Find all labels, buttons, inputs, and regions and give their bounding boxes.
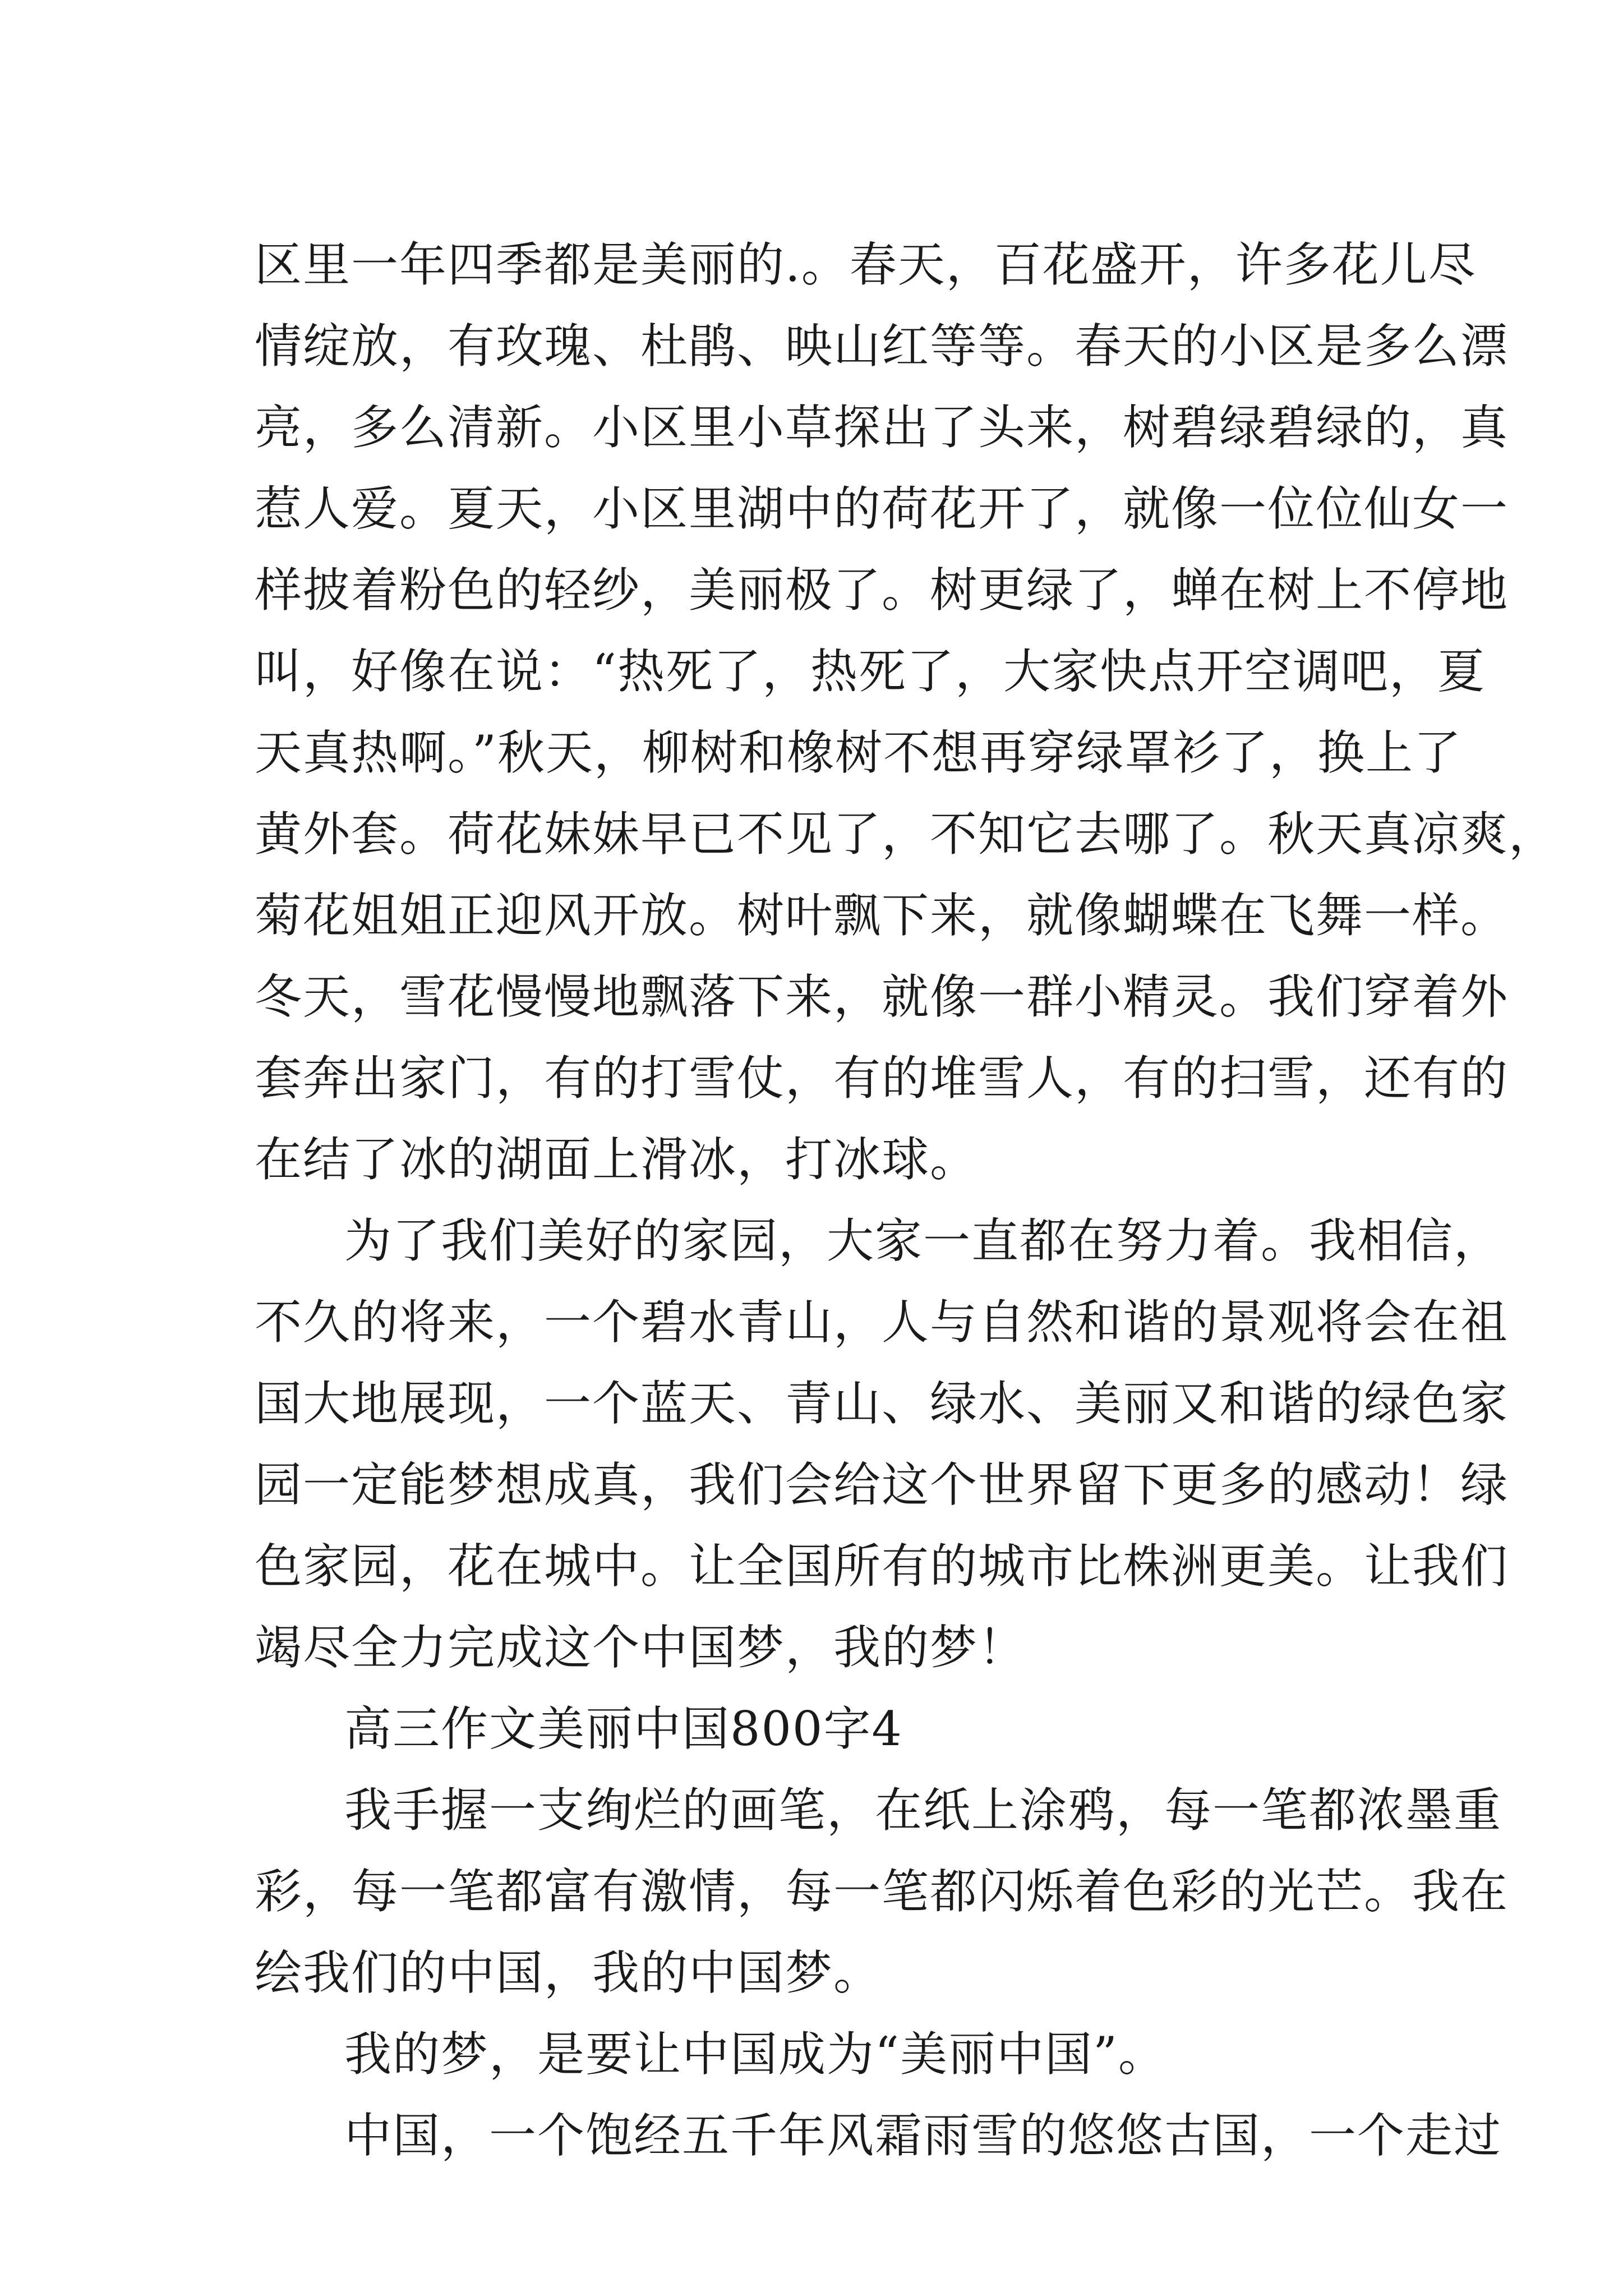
text-line: 天真热啊。”秋天，柳树和橡树不想再穿绿罩衫了，换上了	[255, 725, 1462, 780]
text-line: 国大地展现，一个蓝天、青山、绿水、美丽又和谐的绿色家	[255, 1376, 1509, 1431]
text-line: 惹人爱。夏天，小区里湖中的荷花开了，就像一位位仙女一	[255, 481, 1509, 536]
text-line: 不久的将来，一个碧水青山，人与自然和谐的景观将会在祖	[255, 1295, 1509, 1350]
text-line: 叫，好像在说：“热死了，热死了，大家快点开空调吧，夏	[255, 644, 1486, 699]
text-line: 亮，多么清新。小区里小草探出了头来，树碧绿碧绿的，真	[255, 400, 1509, 455]
text-line: 色家园，花在城中。让全国所有的城市比株洲更美。让我们	[255, 1539, 1509, 1594]
text-line: 园一定能梦想成真，我们会给这个世界留下更多的感动！绿	[255, 1457, 1509, 1512]
text-line: 菊花姐姐正迎风开放。树叶飘下来，就像蝴蝶在飞舞一样。	[255, 888, 1509, 943]
text-line: 冬天，雪花慢慢地飘落下来，就像一群小精灵。我们穿着外	[255, 969, 1509, 1024]
text-line: 黄外套。荷花妹妹早已不见了，不知它去哪了。秋天真凉爽，	[255, 807, 1557, 862]
section-heading: 高三作文美丽中国800字4	[344, 1701, 903, 1756]
text-line: 情绽放，有玫瑰、杜鹃、映山红等等。春天的小区是多么漂	[255, 319, 1509, 374]
text-line: 套奔出家门，有的打雪仗，有的堆雪人，有的扫雪，还有的	[255, 1051, 1509, 1106]
paragraph-start-line: 为了我们美好的家园，大家一直都在努力着。我相信，	[344, 1213, 1502, 1268]
text-line: 竭尽全力完成这个中国梦，我的梦！	[255, 1620, 1027, 1675]
text-line: 彩，每一笔都富有激情，每一笔都闪烁着色彩的光芒。我在	[255, 1864, 1509, 1919]
paragraph-start-line: 中国，一个饱经五千年风霜雨雪的悠悠古国，一个走过	[344, 2108, 1502, 2163]
text-line: 样披着粉色的轻纱，美丽极了。树更绿了，蝉在树上不停地	[255, 563, 1509, 618]
text-line: 区里一年四季都是美丽的.。春天，百花盛开，许多花儿尽	[255, 237, 1477, 292]
essay-body	[255, 224, 1557, 2177]
paragraph-start-line: 我的梦，是要让中国成为“美丽中国”。	[344, 2027, 1166, 2082]
text-line: 绘我们的中国，我的中国梦。	[255, 1945, 882, 2000]
text-line: 在结了冰的湖面上滑冰，打冰球。	[255, 1132, 979, 1187]
paragraph-start-line: 我手握一支绚烂的画笔，在纸上涂鸦，每一笔都浓墨重	[344, 1783, 1502, 1838]
